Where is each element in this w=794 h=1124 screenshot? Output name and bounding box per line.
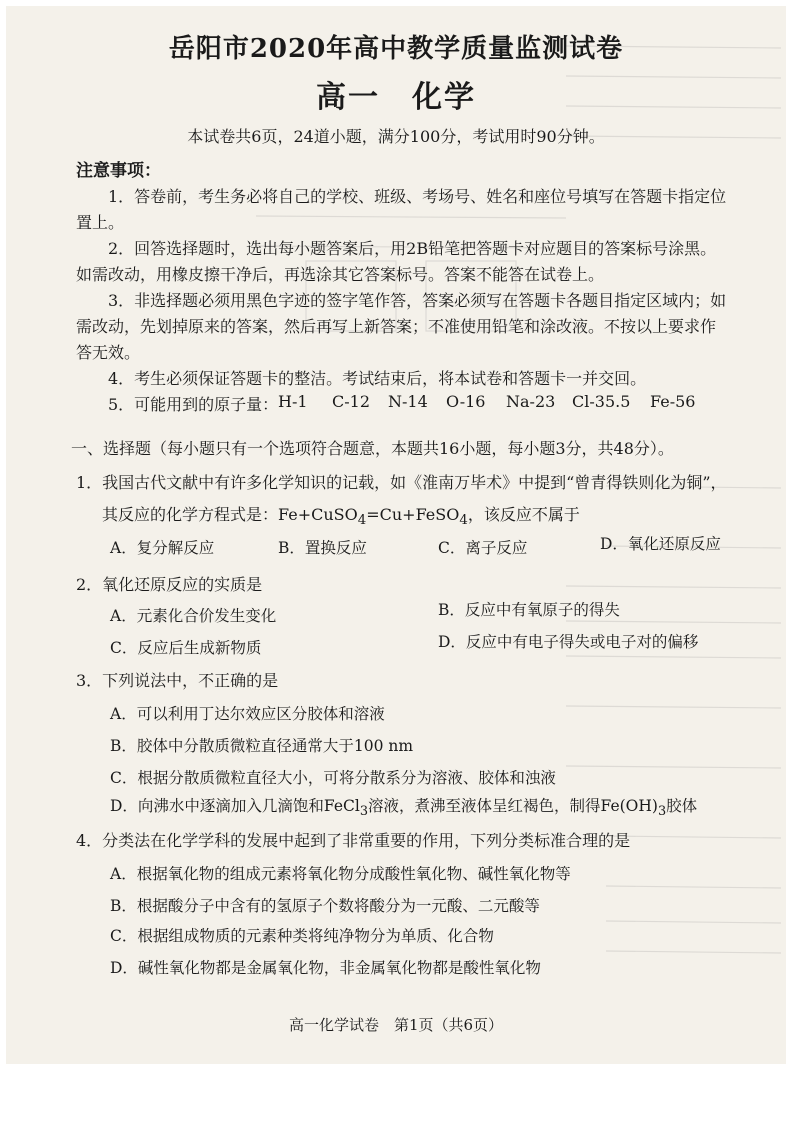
q2-stem: 2．氧化还原反应的实质是 xyxy=(76,575,263,594)
q2-option-b: B．反应中有氧原子的得失 xyxy=(438,601,620,619)
atomic-mass-h: H-1 xyxy=(278,392,308,411)
q1-sub-2: 4 xyxy=(459,513,468,529)
q1-option-d: D．氧化还原反应 xyxy=(600,535,721,553)
q3-option-d-post: 胶体 xyxy=(666,797,698,815)
subject-title: 高一 化学 xyxy=(316,80,476,115)
note-3-line-2: 需改动，先划掉原来的答案，然后再写上新答案；不准使用铅笔和涂改液。不按以上要求作 xyxy=(76,317,717,336)
section-1-heading: 一、选择题（每小题只有一个选项符合题意，本题共16小题，每小题3分，共48分）。 xyxy=(71,439,674,458)
note-4: 4．考生必须保证答题卡的整洁。考试结束后，将本试卷和答题卡一并交回。 xyxy=(108,369,647,388)
q1-option-b: B．置换反应 xyxy=(278,539,367,557)
note-1-line-2: 置上。 xyxy=(76,213,125,232)
note-5-label: 5．可能用到的原子量： xyxy=(108,395,279,414)
q4-option-c: C．根据组成物质的元素种类将纯净物分为单质、化合物 xyxy=(110,927,494,945)
q1-equation-post: ，该反应不属于 xyxy=(467,505,580,524)
note-3-line-1: 3．非选择题必须用黑色字迹的签字笔作答，答案必须写在答题卡各题目指定区域内；如 xyxy=(108,291,727,310)
atomic-mass-n: N-14 xyxy=(388,392,428,411)
note-2-line-2: 如需改动，用橡皮擦干净后，再选涂其它答案标号。答案不能答在试卷上。 xyxy=(76,265,605,284)
notes-title: 注意事项： xyxy=(76,161,161,181)
q2-option-a: A．元素化合价发生变化 xyxy=(110,607,277,625)
q3-option-d xyxy=(110,794,697,819)
q1-equation-mid: =Cu+FeSO xyxy=(366,505,460,524)
q3-sub-2: 3 xyxy=(657,804,667,820)
q1-stem-line-1: 1．我国古代文献中有许多化学知识的记载，如《淮南万毕术》中提到“曾青得铁则化为铜”， xyxy=(76,473,727,492)
q3-stem: 3．下列说法中，不正确的是 xyxy=(76,671,279,690)
q4-option-d: D．碱性氧化物都是金属氧化物，非金属氧化物都是酸性氧化物 xyxy=(110,959,541,977)
atomic-mass-cl: Cl-35.5 xyxy=(572,392,631,411)
q1-sub-1: 4 xyxy=(357,513,367,529)
exam-info: 本试卷共6页，24道小题，满分100分，考试用时90分钟。 xyxy=(187,127,605,146)
q3-option-c: C．根据分散质微粒直径大小，可将分散系分为溶液、胶体和浊液 xyxy=(110,769,556,787)
q3-option-d-pre: D．向沸水中逐滴加入几滴饱和FeCl xyxy=(110,797,360,815)
q3-option-b: B．胶体中分散质微粒直径通常大于100 nm xyxy=(110,737,414,755)
q1-equation-pre: 其反应的化学方程式是：Fe+CuSO xyxy=(102,505,358,524)
exam-title: 岳阳市2020年高中教学质量监测试卷 xyxy=(168,34,624,64)
exam-page xyxy=(6,6,786,1064)
note-1-line-1: 1．答卷前，考生务必将自己的学校、班级、考场号、姓名和座位号填写在答题卡指定位 xyxy=(108,187,727,206)
q2-option-d: D．反应中有电子得失或电子对的偏移 xyxy=(438,633,699,651)
atomic-mass-fe: Fe-56 xyxy=(650,392,696,411)
q2-option-c: C．反应后生成新物质 xyxy=(110,639,262,657)
note-3-line-3: 答无效。 xyxy=(76,343,141,362)
page-footer: 高一化学试卷 第1页（共6页） xyxy=(288,1016,504,1034)
q3-option-a: A．可以利用丁达尔效应区分胶体和溶液 xyxy=(110,705,385,723)
atomic-mass-o: O-16 xyxy=(446,392,486,411)
q1-option-a: A．复分解反应 xyxy=(110,539,215,557)
q4-stem: 4．分类法在化学学科的发展中起到了非常重要的作用，下列分类标准合理的是 xyxy=(76,831,631,850)
atomic-mass-na: Na-23 xyxy=(506,392,556,411)
note-2-line-1: 2．回答选择题时，选出每小题答案后，用2B铅笔把答题卡对应题目的答案标号涂黑。 xyxy=(108,239,717,258)
q1-option-c: C．离子反应 xyxy=(438,539,528,557)
q4-option-a: A．根据氧化物的组成元素将氧化物分成酸性氧化物、碱性氧化物等 xyxy=(110,865,571,883)
q1-stem-line-2 xyxy=(102,502,580,528)
atomic-mass-c: C-12 xyxy=(332,392,371,411)
q4-option-b: B．根据酸分子中含有的氢原子个数将酸分为一元酸、二元酸等 xyxy=(110,897,540,915)
q3-sub-1: 3 xyxy=(359,804,369,820)
q3-option-d-mid: 溶液，煮沸至液体呈红褐色，制得Fe(OH) xyxy=(368,797,658,815)
